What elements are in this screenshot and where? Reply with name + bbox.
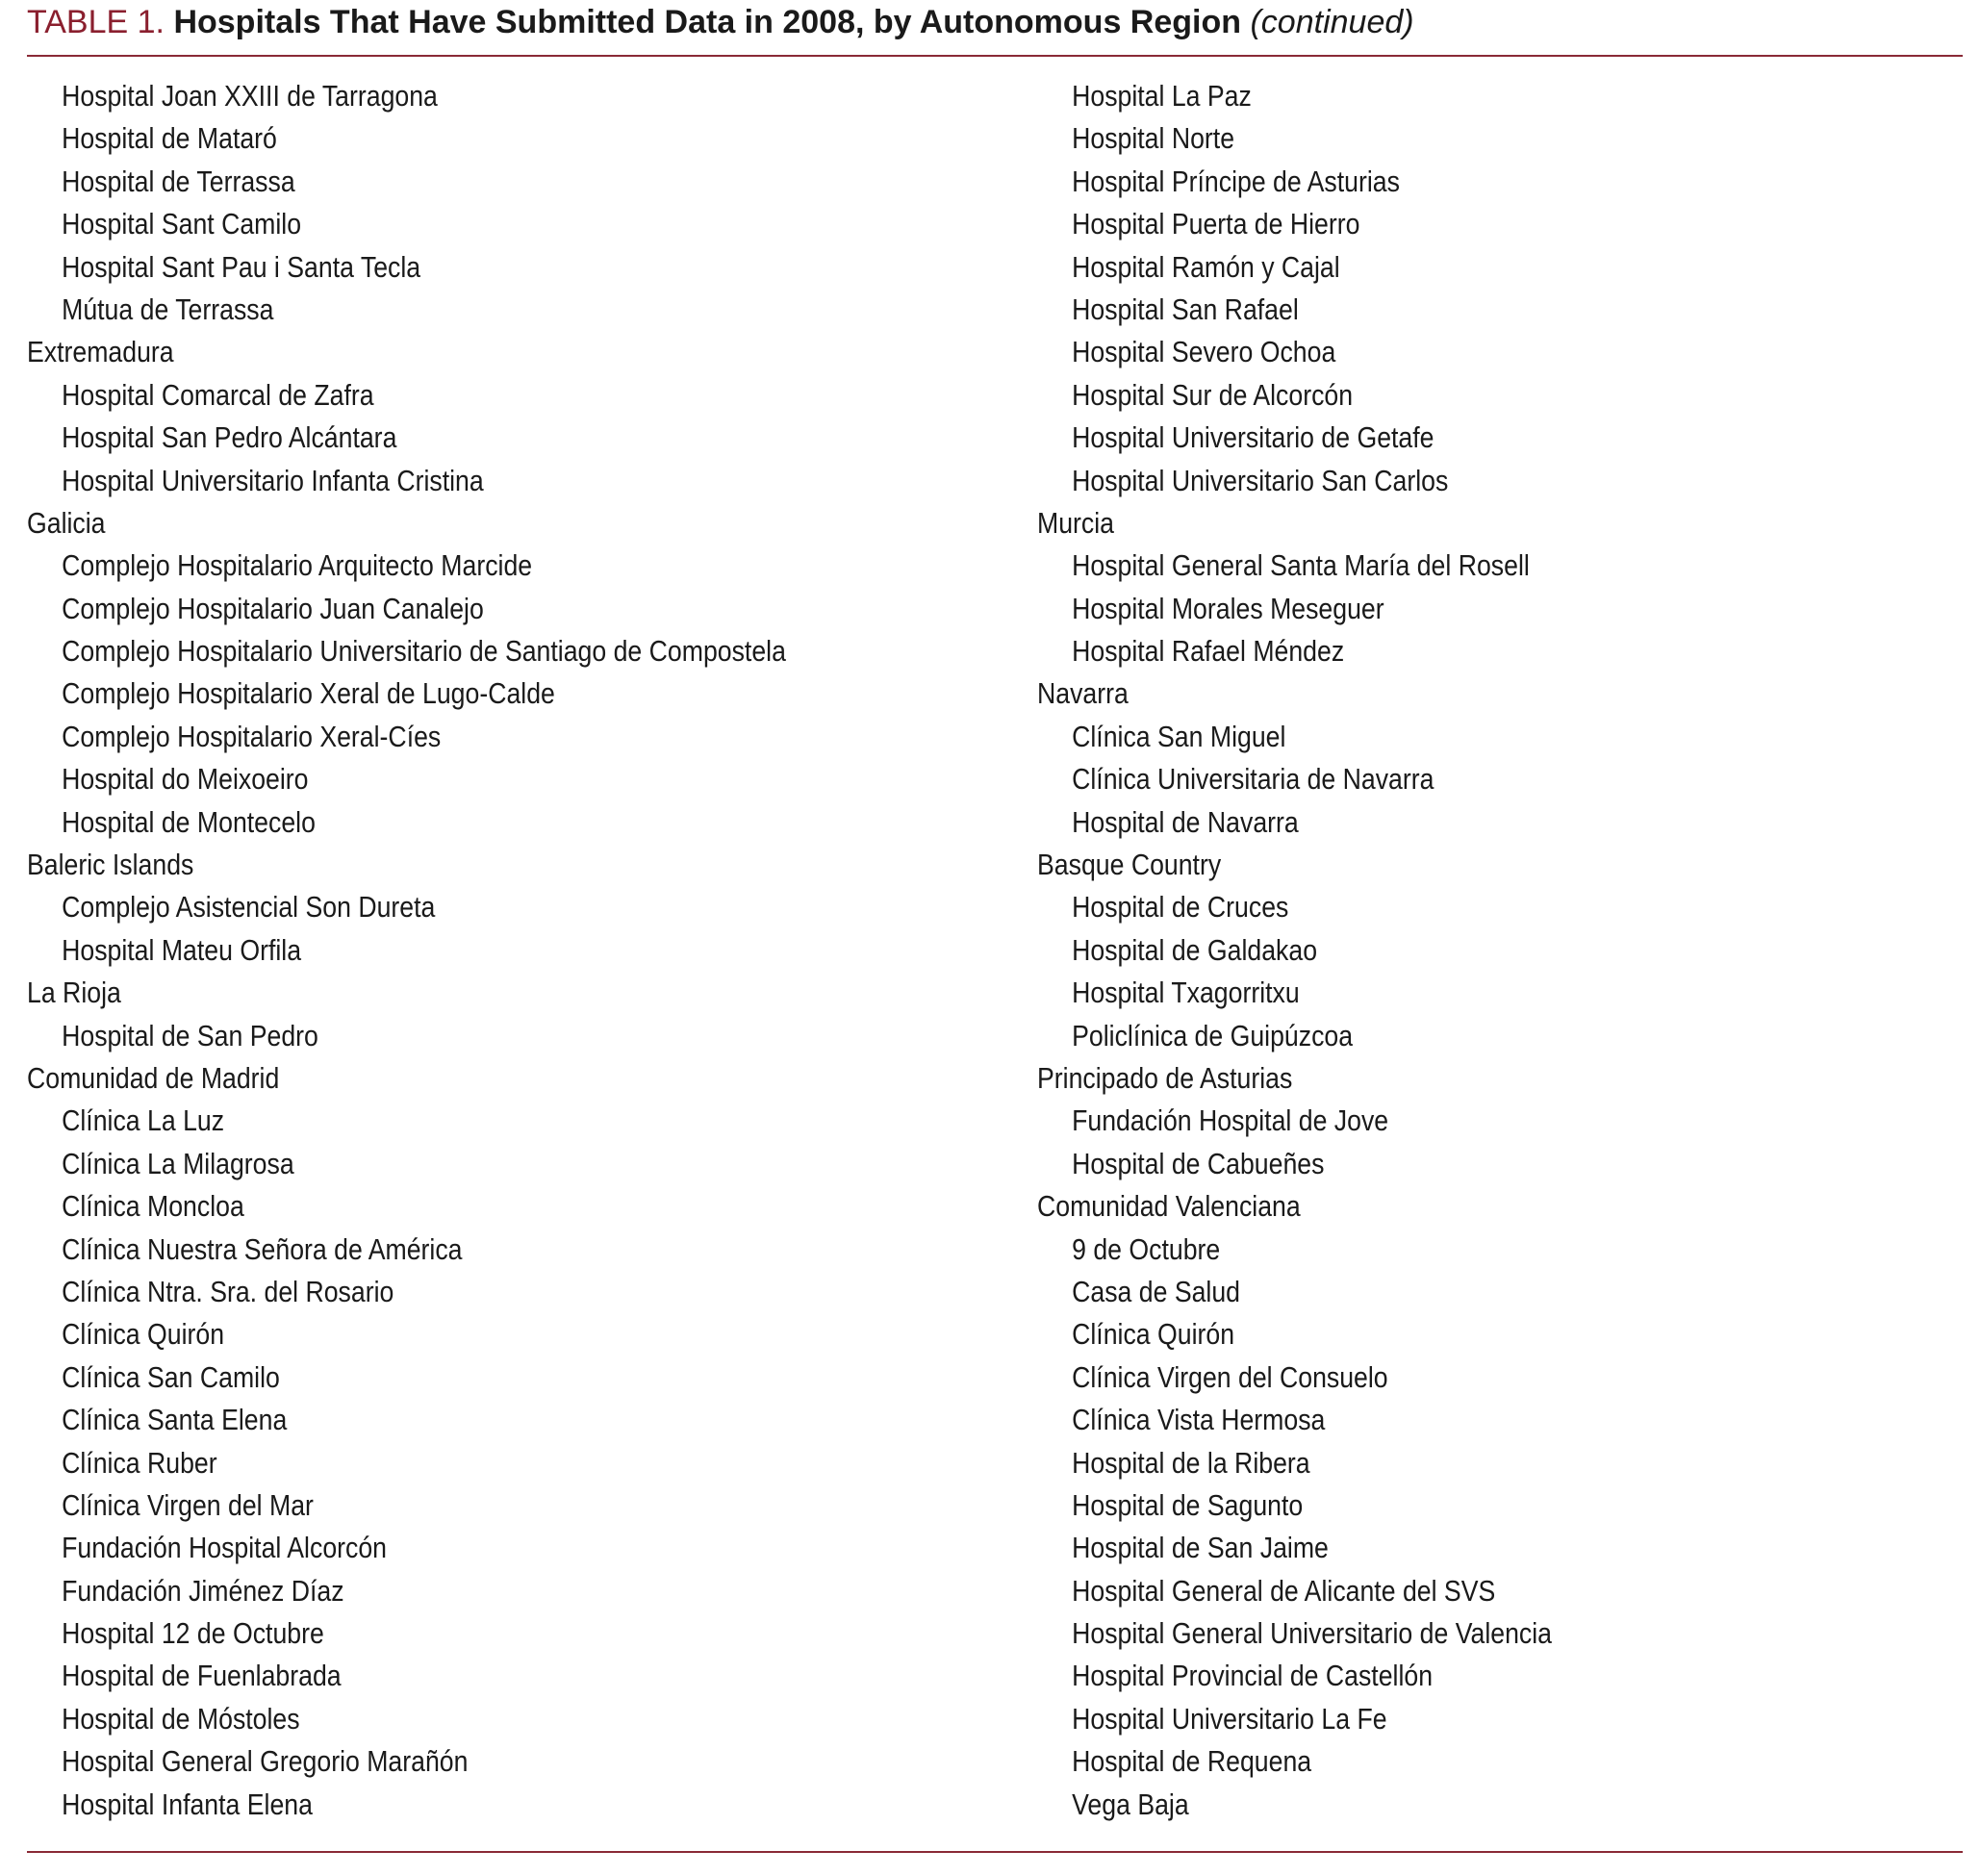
hospital-entry: Fundación Hospital de Jove (1072, 1103, 1389, 1138)
bottom-rule (27, 1851, 1963, 1853)
hospital-entry: Hospital Príncipe de Asturias (1072, 164, 1400, 198)
hospital-entry: Hospital Universitario San Carlos (1072, 463, 1449, 497)
region-heading: Baleric Islands (27, 848, 194, 882)
hospital-entry: Hospital de Galdakao (1072, 932, 1318, 967)
hospital-entry: Hospital Infanta Elena (62, 1787, 313, 1821)
hospital-entry: Complejo Hospitalario Xeral-Cíes (62, 719, 442, 753)
hospital-entry: Clínica San Camilo (62, 1359, 280, 1394)
hospital-entry: Vega Baja (1072, 1787, 1189, 1821)
hospital-entry: Hospital de Navarra (1072, 804, 1299, 839)
hospital-entry: Clínica Quirón (1072, 1317, 1235, 1352)
hospital-entry: Hospital de la Ribera (1072, 1445, 1310, 1480)
hospital-entry: Hospital de Sagunto (1072, 1487, 1304, 1522)
hospital-entry: Hospital Sant Pau i Santa Tecla (62, 249, 421, 284)
hospital-entry: Hospital General Universitario de Valencia (1072, 1616, 1553, 1651)
continued-note: (continued) (1250, 4, 1414, 40)
hospital-entry: Clínica Quirón (62, 1317, 225, 1352)
right-column (1037, 75, 1961, 1826)
hospital-entry: Hospital Universitario de Getafe (1072, 420, 1434, 455)
hospital-entry: Hospital de Montecelo (62, 804, 316, 839)
hospital-entry: Clínica Moncloa (62, 1189, 244, 1224)
hospital-entry: Clínica Santa Elena (62, 1403, 288, 1437)
hospital-entry: Hospital Ramón y Cajal (1072, 249, 1340, 284)
hospital-entry: Clínica Ntra. Sra. del Rosario (62, 1274, 394, 1308)
region-heading: Galicia (27, 505, 106, 540)
hospital-entry: Clínica Universitaria de Navarra (1072, 762, 1434, 797)
hospital-entry: Fundación Hospital Alcorcón (62, 1531, 388, 1565)
hospital-entry: Hospital General Gregorio Marañón (62, 1744, 469, 1779)
hospital-entry: Hospital de Terrassa (62, 164, 295, 198)
hospital-entry: Clínica San Miguel (1072, 719, 1286, 753)
hospital-entry: Hospital Puerta de Hierro (1072, 207, 1360, 241)
hospital-entry: Hospital General Santa María del Rosell (1072, 548, 1530, 583)
hospital-entry: Clínica Vista Hermosa (1072, 1403, 1326, 1437)
table-caption: Hospitals That Have Submitted Data in 2008, by Autonomous Region (173, 4, 1242, 40)
hospital-entry: Clínica La Milagrosa (62, 1146, 294, 1180)
hospital-entry: Hospital de Mataró (62, 121, 277, 156)
hospital-entry: Hospital Rafael Méndez (1072, 634, 1345, 669)
table-title (27, 0, 1414, 44)
hospital-entry: Hospital Morales Meseguer (1072, 591, 1384, 625)
hospital-entry: Hospital San Rafael (1072, 292, 1299, 326)
hospital-entry: Hospital Norte (1072, 121, 1235, 156)
hospital-entry: Hospital Sant Camilo (62, 207, 302, 241)
hospital-entry: Policlínica de Guipúzcoa (1072, 1018, 1354, 1052)
hospital-entry: Hospital Joan XXIII de Tarragona (62, 79, 438, 113)
hospital-entry: Hospital de Móstoles (62, 1701, 300, 1736)
hospital-entry: Clínica Virgen del Mar (62, 1487, 314, 1522)
hospital-entry: Clínica Ruber (62, 1445, 217, 1480)
region-heading: Navarra (1037, 676, 1129, 711)
region-heading: Extremadura (27, 335, 174, 369)
hospital-entry: Fundación Jiménez Díaz (62, 1573, 344, 1608)
region-heading: Basque Country (1037, 848, 1222, 882)
hospital-entry: Hospital General de Alicante del SVS (1072, 1573, 1496, 1608)
hospital-entry: Hospital Txagorritxu (1072, 976, 1300, 1010)
hospital-entry: Casa de Salud (1072, 1274, 1241, 1308)
region-heading: Principado de Asturias (1037, 1060, 1293, 1095)
hospital-entry: Complejo Asistencial Son Dureta (62, 890, 436, 925)
hospital-entry: Hospital Universitario Infanta Cristina (62, 463, 484, 497)
hospital-entry: Hospital de Cruces (1072, 890, 1289, 925)
hospital-entry: Hospital de Cabueñes (1072, 1146, 1325, 1180)
region-heading: Comunidad de Madrid (27, 1060, 280, 1095)
hospital-entry: Hospital La Paz (1072, 79, 1252, 113)
hospital-entry: Complejo Hospitalario Universitario de Santiago de Compostela (62, 634, 786, 669)
hospital-entry: Hospital de Fuenlabrada (62, 1659, 342, 1693)
hospital-entry: Hospital Mateu Orfila (62, 932, 302, 967)
region-heading: La Rioja (27, 976, 121, 1010)
hospital-entry: Hospital de Requena (1072, 1744, 1312, 1779)
hospital-entry: Hospital 12 de Octubre (62, 1616, 324, 1651)
hospital-entry: Hospital Universitario La Fe (1072, 1701, 1387, 1736)
hospital-entry: Hospital do Meixoeiro (62, 762, 309, 797)
hospital-entry: Clínica Nuestra Señora de América (62, 1231, 463, 1266)
hospital-entry: Hospital de San Pedro (62, 1018, 318, 1052)
hospital-entry: Clínica La Luz (62, 1103, 225, 1138)
hospital-entry: Hospital Severo Ochoa (1072, 335, 1336, 369)
hospital-entry: Complejo Hospitalario Arquitecto Marcide (62, 548, 533, 583)
region-heading: Murcia (1037, 505, 1114, 540)
table-label: TABLE 1. (27, 4, 165, 40)
top-rule (27, 55, 1963, 57)
hospital-entry: 9 de Octubre (1072, 1231, 1221, 1266)
hospital-entry: Hospital Provincial de Castellón (1072, 1659, 1434, 1693)
left-column (27, 75, 989, 1826)
hospital-entry: Hospital Comarcal de Zafra (62, 377, 374, 412)
hospital-entry: Hospital San Pedro Alcántara (62, 420, 397, 455)
hospital-entry: Complejo Hospitalario Xeral de Lugo-Calde (62, 676, 555, 711)
hospital-entry: Mútua de Terrassa (62, 292, 274, 326)
hospital-entry: Complejo Hospitalario Juan Canalejo (62, 591, 484, 625)
hospital-entry: Hospital Sur de Alcorcón (1072, 377, 1354, 412)
hospital-entry: Hospital de San Jaime (1072, 1531, 1329, 1565)
region-heading: Comunidad Valenciana (1037, 1189, 1301, 1224)
hospital-entry: Clínica Virgen del Consuelo (1072, 1359, 1388, 1394)
